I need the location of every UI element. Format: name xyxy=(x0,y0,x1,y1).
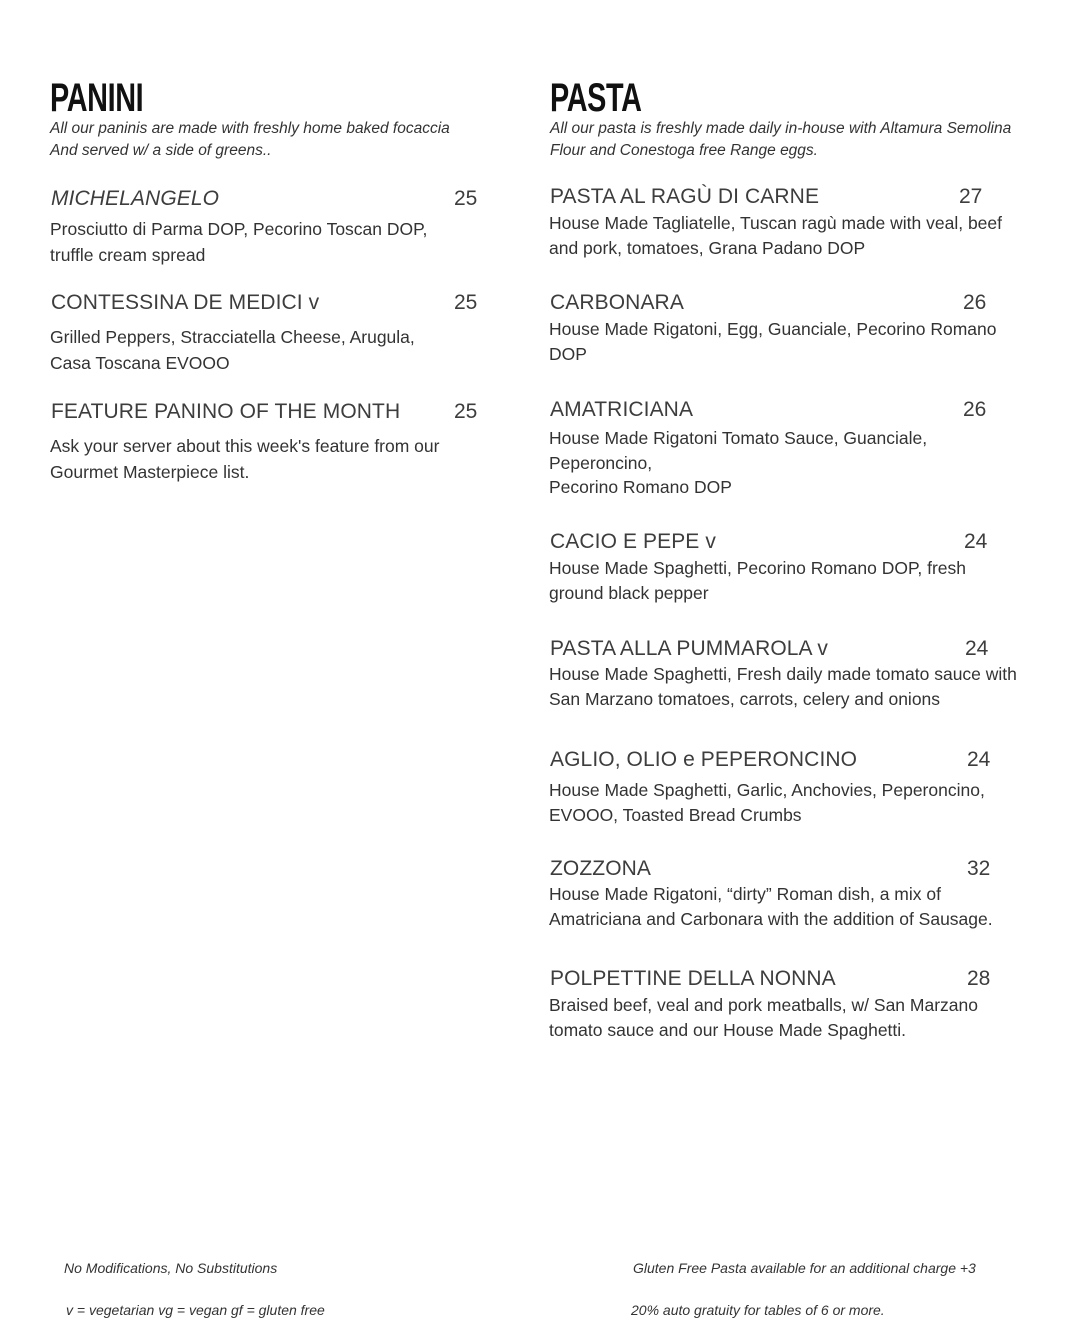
item-description xyxy=(549,317,1049,366)
description-line: House Made Spaghetti, Fresh daily made tomato sauce with xyxy=(549,664,1017,684)
item-description xyxy=(549,882,1049,931)
menu-item-pummarola xyxy=(549,636,1049,711)
panini-intro-line: And served w/ a side of greens.. xyxy=(50,142,272,159)
item-name: CARBONARA xyxy=(550,291,684,314)
description-line: House Made Rigatoni, Egg, Guanciale, Pecorino Romano xyxy=(549,319,997,339)
description-line: House Made Spaghetti, Pecorino Romano DOP, fresh xyxy=(549,558,966,578)
item-name: FEATURE PANINO OF THE MONTH xyxy=(51,400,401,423)
item-price: 32 xyxy=(967,857,991,880)
pasta-intro-line: All our pasta is freshly made daily in-house with Altamura Semolina xyxy=(550,120,1012,137)
pasta-title: PASTA xyxy=(550,76,642,120)
item-price: 28 xyxy=(967,967,991,990)
menu-item-ragu xyxy=(549,184,1049,260)
description-line: House Made Tagliatelle, Tuscan ragù made with veal, beef xyxy=(549,213,1003,233)
pasta-intro-line: Flour and Conestoga free Range eggs. xyxy=(550,142,818,159)
item-price: 27 xyxy=(959,185,983,208)
footer-gluten-free-note: Gluten Free Pasta available for an additional charge +3 xyxy=(633,1260,976,1276)
description-line: House Made Rigatoni Tomato Sauce, Guanciale, xyxy=(549,428,928,448)
footer-no-modifications: No Modifications, No Substitutions xyxy=(64,1260,278,1276)
item-description xyxy=(549,778,1049,827)
item-price: 26 xyxy=(963,291,987,314)
item-name: ZOZZONA xyxy=(550,857,652,880)
description-line: Casa Toscana EVOOO xyxy=(50,353,230,373)
footer-dietary-legend: v = vegetarian vg = vegan gf = gluten free xyxy=(66,1302,325,1318)
panini-title: PANINI xyxy=(50,76,144,120)
menu-item-michelangelo xyxy=(50,186,490,268)
item-name: AGLIO, OLIO e PEPERONCINO xyxy=(550,748,858,771)
description-line: and pork, tomatoes, Grana Padano DOP xyxy=(549,237,866,258)
item-description xyxy=(549,556,1049,605)
panini-intro-line: All our paninis are made with freshly home baked focaccia xyxy=(50,120,450,137)
item-price: 25 xyxy=(454,400,478,423)
description-line: Gourmet Masterpiece list. xyxy=(50,462,250,482)
footer-gratuity-note: 20% auto gratuity for tables of 6 or more. xyxy=(631,1302,885,1318)
description-line: Amatriciana and Carbonara with the addition of Sausage. xyxy=(549,908,993,929)
item-description xyxy=(50,433,490,485)
item-name: MICHELANGELO xyxy=(51,187,220,210)
item-name: AMATRICIANA xyxy=(550,398,694,421)
item-description xyxy=(50,324,490,376)
item-name: CACIO E PEPE v xyxy=(550,530,716,553)
menu-item-aglio-olio xyxy=(549,747,1049,827)
pasta-intro xyxy=(550,118,1011,162)
item-price: 26 xyxy=(963,398,987,421)
item-description xyxy=(549,662,1049,711)
item-price: 25 xyxy=(454,187,478,210)
item-description xyxy=(549,211,1049,260)
item-description xyxy=(50,216,490,268)
item-price: 24 xyxy=(964,530,988,553)
description-line: House Made Spaghetti, Garlic, Anchovies, Peperoncino, xyxy=(549,780,985,800)
description-line: Peperoncino, xyxy=(549,452,653,473)
item-name: POLPETTINE DELLA NONNA xyxy=(550,967,836,990)
item-name: PASTA AL RAGÙ DI CARNE xyxy=(550,185,820,208)
description-line: San Marzano tomatoes, carrots, celery and onions xyxy=(549,688,941,709)
description-line: tomato sauce and our House Made Spaghetti. xyxy=(549,1019,907,1040)
item-price: 25 xyxy=(454,291,478,314)
description-line: Grilled Peppers, Stracciatella Cheese, Arugula, xyxy=(50,327,415,347)
description-line: Braised beef, veal and pork meatballs, w/ San Marzano xyxy=(549,995,978,1015)
panini-intro xyxy=(50,118,450,162)
description-line: Prosciutto di Parma DOP, Pecorino Toscan DOP, xyxy=(50,219,428,239)
item-price: 24 xyxy=(965,637,989,660)
menu-item-polpettine xyxy=(549,966,1049,1042)
item-name: CONTESSINA DE MEDICI v xyxy=(51,291,320,314)
menu-item-amatriciana xyxy=(549,397,1049,500)
menu-item-zozzona xyxy=(549,856,1049,931)
menu-item-contessina xyxy=(50,290,490,376)
item-description xyxy=(549,993,1049,1042)
description-line: Ask your server about this week's feature from our xyxy=(50,436,440,456)
description-line: House Made Rigatoni, “dirty” Roman dish, a mix of xyxy=(549,884,941,904)
menu-item-cacio-e-pepe xyxy=(549,529,1049,605)
description-line: DOP xyxy=(549,343,587,364)
description-line: truffle cream spread xyxy=(50,245,206,265)
item-price: 24 xyxy=(967,748,991,771)
menu-item-carbonara xyxy=(549,290,1049,366)
description-line: EVOOO, Toasted Bread Crumbs xyxy=(549,804,802,825)
item-name: PASTA ALLA PUMMAROLA v xyxy=(550,637,829,660)
description-line: ground black pepper xyxy=(549,582,709,603)
item-description xyxy=(549,426,1049,500)
description-line: Pecorino Romano DOP xyxy=(549,477,732,497)
menu-item-feature-panino xyxy=(50,399,490,485)
